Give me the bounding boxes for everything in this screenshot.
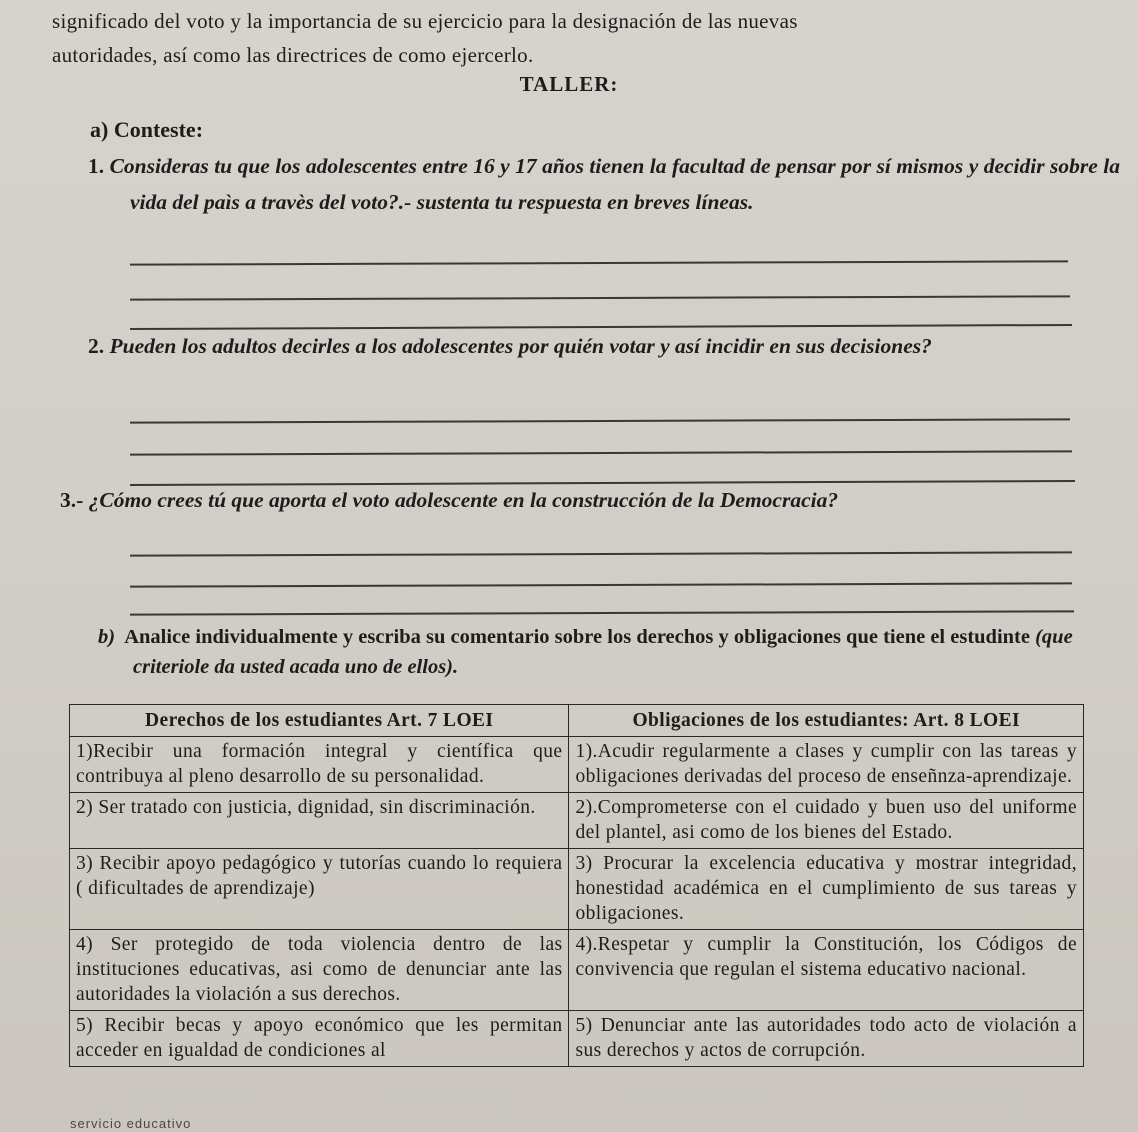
table-row xyxy=(70,849,1084,930)
table-row xyxy=(70,793,1084,849)
question-1-text: Consideras tu que los adolescentes entre 16 y 17 años tienen la facultad de pensar por sí mismos y decidir sobre la vida del paìs a travès del voto?.- sustenta tu respuesta en breves líneas. xyxy=(109,154,1121,214)
header-rights: Derechos de los estudiantes Art. 7 LOEI xyxy=(70,705,569,737)
obligation-cell: 3) Procurar la excelencia educativa y mostrar integridad, honestidad académica en el cumplimiento de sus tareas y obligaciones. xyxy=(569,849,1084,930)
obligation-cell: 4).Respetar y cumplir la Constitución, los Códigos de convivencia que regulan el sistema educativo nacional. xyxy=(569,930,1084,1011)
right-cell: 2) Ser tratado con justicia, dignidad, sin discriminación. xyxy=(70,793,569,849)
obligation-cell: 1).Acudir regularmente a clases y cumplir con las tareas y obligaciones derivadas del proceso de enseñnza-aprendizaje. xyxy=(569,737,1084,793)
intro-paragraph xyxy=(52,4,1082,72)
question-2-text: Pueden los adultos decirles a los adolescentes por quién votar y así incidir en sus decisiones? xyxy=(109,334,932,358)
answer-line xyxy=(130,418,1070,423)
table-row xyxy=(70,930,1084,1011)
question-3-number: 3.- xyxy=(60,488,84,512)
section-b-italic: (que criteriole da usted acada uno de ellos). xyxy=(133,626,1073,678)
table-row xyxy=(70,1011,1084,1067)
obligation-cell: 5) Denunciar ante las autoridades todo acto de violación a sus derechos y actos de corrupción. xyxy=(569,1011,1084,1067)
section-b-label: b) xyxy=(98,626,116,648)
header-obligations: Obligaciones de los estudiantes: Art. 8 LOEI xyxy=(569,705,1084,737)
question-2-number: 2. xyxy=(88,334,105,358)
question-1-number: 1. xyxy=(88,154,105,178)
question-3 xyxy=(60,482,1080,518)
intro-line-1: significado del voto y la importancia de su ejercicio para la designación de las nuevas xyxy=(52,9,798,33)
right-cell: 5) Recibir becas y apoyo económico que les permitan acceder en igualdad de condiciones al xyxy=(70,1011,569,1067)
question-1 xyxy=(88,148,1120,220)
answer-line xyxy=(130,610,1074,615)
footer-fragment: servicio educativo xyxy=(70,1116,192,1131)
obligation-cell: 2).Comprometerse con el cuidado y buen uso del uniforme del plantel, asi como de los bienes del Estado. xyxy=(569,793,1084,849)
right-cell: 4) Ser protegido de toda violencia dentro de las instituciones educativas, asi como de denunciar ante las autoridades la violación a sus derechos. xyxy=(70,930,569,1011)
taller-heading: TALLER: xyxy=(519,72,619,96)
answer-line xyxy=(130,450,1072,455)
question-2 xyxy=(88,328,1120,364)
question-3-text: ¿Cómo crees tú que aporta el voto adolescente en la construcción de la Democracia? xyxy=(88,488,839,512)
section-b-text: Analice individualmente y escriba su comentario sobre los derechos y obligaciones que tiene el estudinte xyxy=(124,626,1030,648)
section-a-heading: a) Conteste: xyxy=(90,117,204,142)
answer-line xyxy=(130,295,1070,300)
right-cell: 3) Recibir apoyo pedagógico y tutorías cuando lo requiera ( dificultades de aprendizaje) xyxy=(70,849,569,930)
answer-line xyxy=(130,582,1072,587)
intro-line-2: autoridades, así como las directrices de como ejercerlo. xyxy=(52,43,534,67)
right-cell: 1)Recibir una formación integral y científica que contribuya al pleno desarrollo de su personalidad. xyxy=(70,737,569,793)
rights-obligations-table xyxy=(69,704,1084,1067)
table-row xyxy=(70,737,1084,793)
answer-line xyxy=(130,260,1068,265)
table-header-row xyxy=(70,705,1084,737)
answer-line xyxy=(130,551,1072,556)
section-b-instruction xyxy=(98,622,1083,682)
